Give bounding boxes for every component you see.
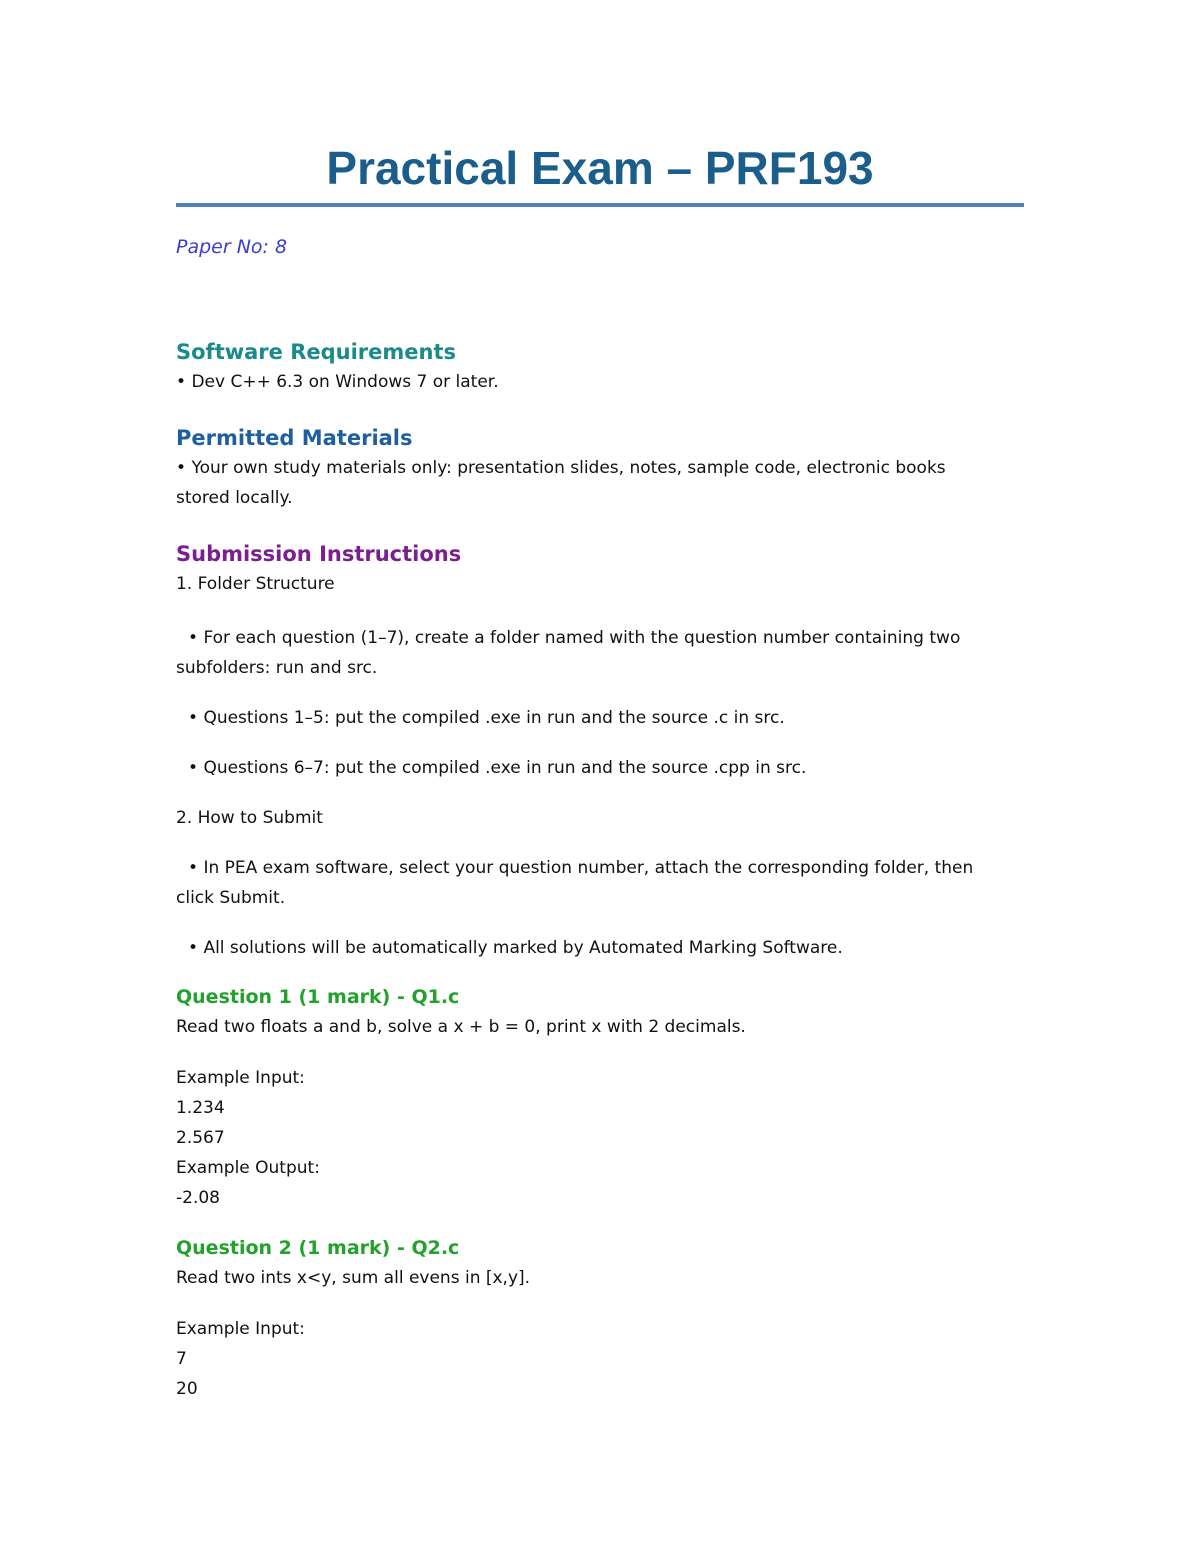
- example-output-line: -2.08: [176, 1188, 220, 1208]
- question-2: [176, 1233, 1024, 1293]
- example-input-line: 20: [176, 1379, 198, 1399]
- example-input-line: 1.234: [176, 1098, 225, 1118]
- submission-heading: Submission Instructions: [176, 542, 462, 566]
- software-section: [176, 337, 1024, 397]
- example-input-line: 7: [176, 1349, 187, 1369]
- example-input-label: Example Input:: [176, 1319, 305, 1339]
- software-item: • Dev C++ 6.3 on Windows 7 or later.: [176, 367, 1024, 397]
- folder-item-3: [176, 753, 1024, 783]
- submit-item-text: • All solutions will be automatically marked by Automated Marking Software.: [176, 933, 1024, 963]
- submit-item-2: [176, 933, 1024, 963]
- folder-item-text-cont: subfolders: run and src.: [176, 658, 378, 678]
- how-to-submit: [176, 803, 1024, 833]
- question-2-example: [176, 1314, 1024, 1404]
- folder-item-text: • Questions 1–5: put the compiled .exe in run and the source .c in src.: [176, 703, 1024, 733]
- submit-item-text: • In PEA exam software, select your question number, attach the corresponding folder, then: [176, 853, 1024, 883]
- example-input-label: Example Input:: [176, 1068, 305, 1088]
- folder-item-text: • For each question (1–7), create a folder named with the question number containing two: [176, 623, 1024, 653]
- software-heading: Software Requirements: [176, 340, 457, 364]
- permitted-item: • Your own study materials only: presentation slides, notes, sample code, electronic books: [176, 453, 1024, 483]
- how-to-submit-title: 2. How to Submit: [176, 808, 323, 828]
- question-2-heading: Question 2 (1 mark) - Q2.c: [176, 1237, 460, 1259]
- folder-item-2: [176, 703, 1024, 733]
- folder-structure-title: 1. Folder Structure: [176, 574, 335, 594]
- permitted-item-cont: stored locally.: [176, 488, 293, 508]
- question-1: [176, 982, 1024, 1042]
- question-1-example: [176, 1063, 1024, 1213]
- question-2-description: Read two ints x<y, sum all evens in [x,y].: [176, 1268, 531, 1288]
- example-input-line: 2.567: [176, 1128, 225, 1148]
- example-output-label: Example Output:: [176, 1158, 320, 1178]
- question-1-description: Read two floats a and b, solve a x + b = 0, print x with 2 decimals.: [176, 1017, 746, 1037]
- permitted-section: [176, 423, 1024, 513]
- folder-item-1: [176, 623, 1024, 683]
- paper-number: Paper No: 8: [176, 236, 288, 258]
- page-title: Practical Exam – PRF193: [326, 142, 874, 194]
- submission-section: [176, 539, 1024, 599]
- submit-item-1: [176, 853, 1024, 913]
- question-1-heading: Question 1 (1 mark) - Q1.c: [176, 986, 460, 1008]
- permitted-heading: Permitted Materials: [176, 426, 413, 450]
- submit-item-text-cont: click Submit.: [176, 888, 286, 908]
- folder-item-text: • Questions 6–7: put the compiled .exe in run and the source .cpp in src.: [176, 753, 1024, 783]
- title-underline: [176, 203, 1024, 207]
